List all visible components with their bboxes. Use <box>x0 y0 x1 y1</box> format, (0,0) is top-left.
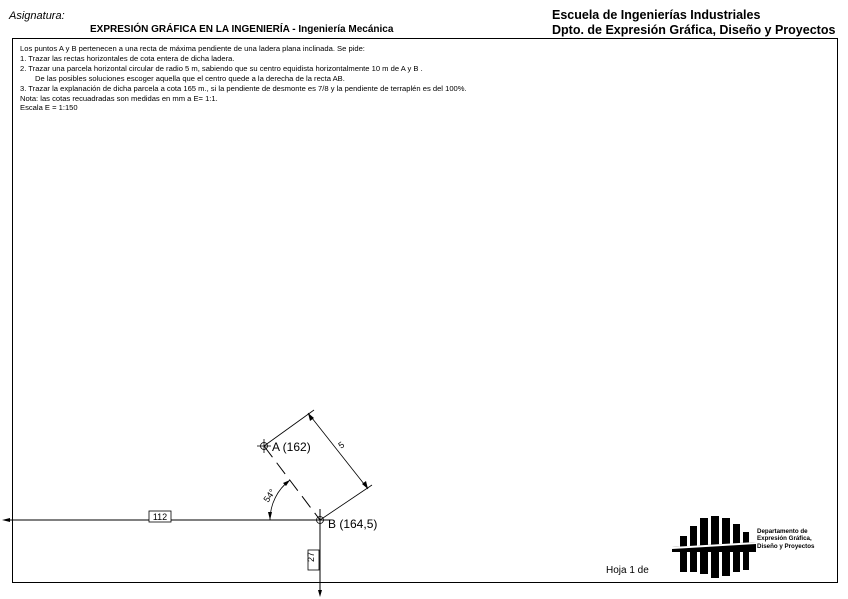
statement-note: Nota: las cotas recuadradas son medidas en mm a E= 1:1. <box>20 93 218 103</box>
point-b-marker <box>313 513 327 527</box>
statement-item-2-note: De las posibles soluciones escoger aquella que el centro quede a la derecha de la recta AB. <box>35 73 345 83</box>
oblique-dimension <box>264 410 372 520</box>
point-a-marker <box>257 439 271 453</box>
point-a-label: A (162) <box>272 440 311 454</box>
department-name: Dpto. de Expresión Gráfica, Diseño y Proyectos <box>552 23 836 37</box>
course-title: EXPRESIÓN GRÁFICA EN LA INGENIERÍA - Ingeniería Mecánica <box>90 24 394 35</box>
department-logo-icon <box>672 516 756 578</box>
dimension-horizontal-label: 112 <box>152 512 168 522</box>
oblique-dimension-label: 5 <box>336 439 347 451</box>
logo-line-3: Diseño y Proyectos <box>757 542 815 550</box>
dimension-box-horizontal <box>149 511 171 522</box>
sheet-number: Hoja 1 de <box>606 565 649 576</box>
statement-item-2: 2. Trazar una parcela horizontal circular de radio 5 m, sabiendo que su centro equidista horizontalmente 10 m de A y B . <box>20 63 423 73</box>
statement-item-1: 1. Trazar las rectas horizontales de cota entera de dicha ladera. <box>20 53 235 63</box>
line-ab <box>264 446 320 520</box>
dimension-box-vertical <box>306 550 319 570</box>
statement-scale: Escala E = 1:150 <box>20 103 78 113</box>
logo-line-2: Expresión Gráfica, <box>757 535 812 543</box>
angle-label: 54° <box>261 487 278 505</box>
statement-item-3: 3. Trazar la explanación de dicha parcela a cota 165 m., si la pendiente de desmonte es 7/8 y la pendiente de terraplén es del 100%. <box>20 83 467 93</box>
logo-line-1: Departamento de <box>757 528 808 535</box>
department-logo-text <box>757 528 814 550</box>
school-name: Escuela de Ingenierías Industriales <box>552 8 761 22</box>
statement-intro: Los puntos A y B pertenecen a una recta de máxima pendiente de una ladera plana inclinada. Se pide: <box>20 44 365 53</box>
point-b-label: B (164,5) <box>328 517 378 531</box>
dimension-vertical-label: 27 <box>306 551 316 563</box>
subject-label: Asignatura: <box>9 10 65 22</box>
